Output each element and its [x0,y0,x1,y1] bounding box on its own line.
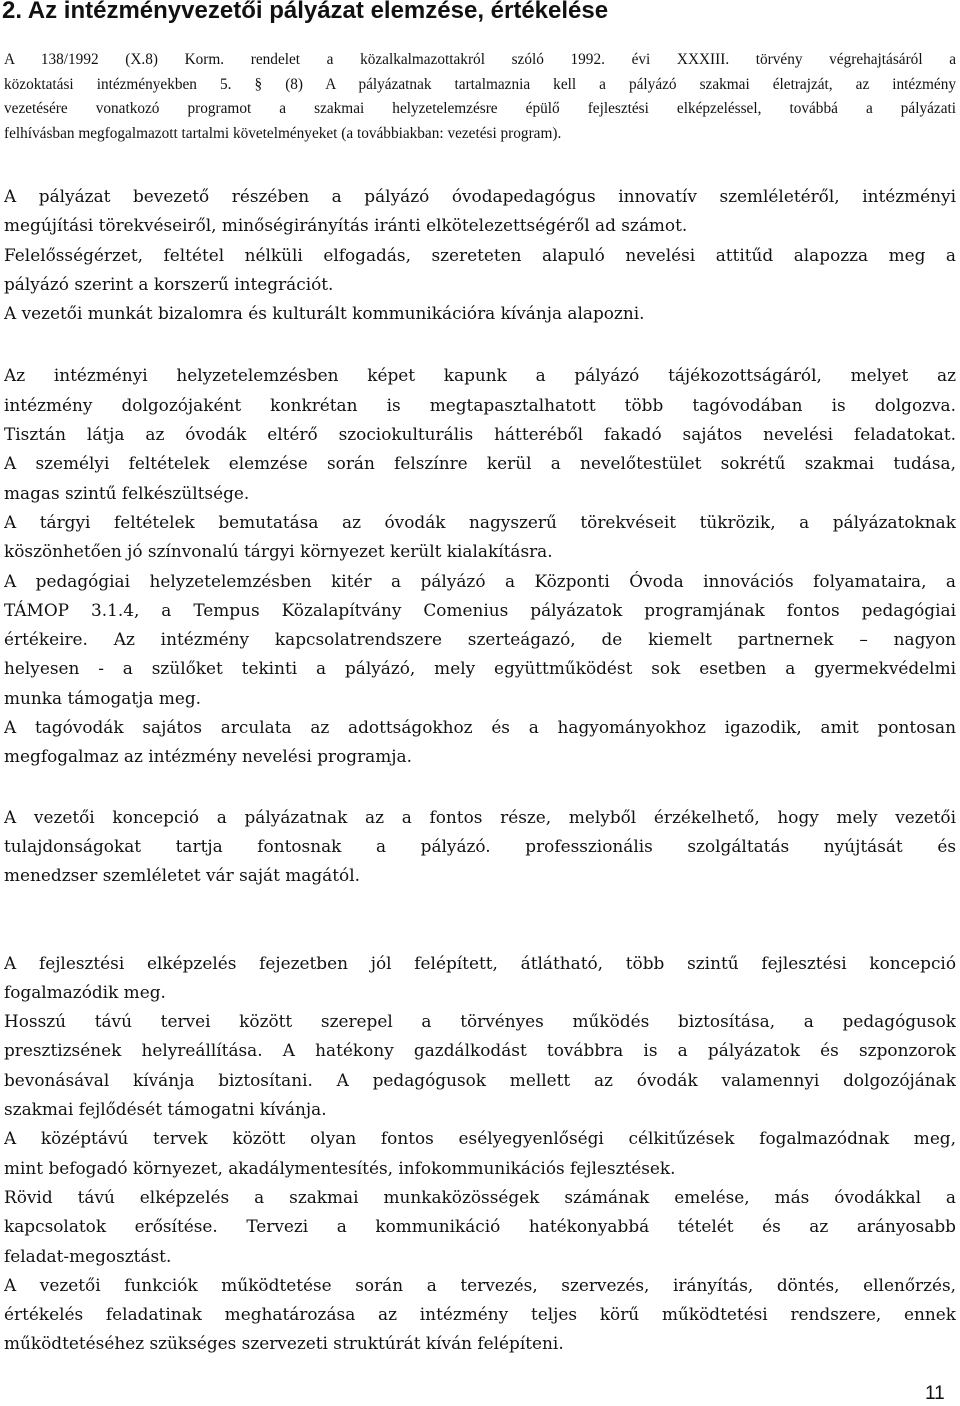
text-line: pályázó szerint a korszerű integrációt. [4,273,334,294]
text-line: feladat-megosztást. [4,1245,172,1266]
intro-paragraph [4,48,956,146]
text-line: intézmény dolgozójaként konkrétan is megtapasztalhatott több tagóvodában is dolgozva. [4,394,956,415]
text-line: A középtávú tervek között olyan fontos esélyegyenlőségi célkitűzések fogalmazódnak meg, [4,1128,956,1149]
text-line: A pedagógiai helyzetelemzésben kitér a pályázó a Központi Óvoda innovációs folyamataira, a [4,570,956,591]
text-line: A személyi feltételek elemzése során felszínre kerül a nevelőtestület sokrétű szakmai tudása, [4,453,956,474]
section-heading: 2. Az intézményvezetői pályázat elemzése, értékelése [2,0,609,24]
text-line: működtetéséhez szükséges szervezeti struktúrát kíván felépíteni. [4,1333,564,1354]
text-line: Hosszú távú tervei között szerepel a törvényes működés biztosítása, a pedagógusok [4,1011,956,1032]
page-number: 11 [925,1383,945,1404]
paragraph-introduction-summary [4,182,956,328]
text-line: A tárgyi feltételek bemutatása az óvodák nagyszerű törekvéseit tükrözik, a pályázatoknak [4,511,956,532]
text-line: A fejlesztési elképzelés fejezetben jól felépített, átlátható, több szintű fejlesztési koncepció [4,952,956,973]
intro-line: közoktatási intézményekben 5. § (8) A pályázatnak tartalmaznia kell a pályázó szakmai életrajzát, az intézmény [4,75,956,93]
paragraph-situation-analysis [4,361,956,771]
text-line: presztizsének helyreállítása. A hatékony gazdálkodást továbbra is a pályázatok és szponzorok [4,1040,956,1061]
text-line: szakmai fejlődését támogatni kívánja. [4,1099,327,1120]
text-line: Felelősségérzet, feltétel nélküli elfogadás, szereteten alapuló nevelési attitűd alapozza meg a [4,244,956,265]
text-line: megújítási törekvéseiről, minőségirányítás iránti elkötelezettségéről ad számot. [4,215,688,236]
intro-line: vezetésére vonatkozó programot a szakmai helyzetelemzésre épülő fejlesztési elképzeléssel, továbbá a pályázati [4,100,956,117]
text-line: magas szintű felkészültsége. [4,482,250,503]
text-line: mint befogadó környezet, akadálymentesítés, infokommunikációs fejlesztések. [4,1157,676,1178]
text-line: tulajdonságokat tartja fontosnak a pályázó. professzionális szolgáltatás nyújtását és [4,835,956,856]
text-line: kapcsolatok erősítése. Tervezi a kommunikáció hatékonyabbá tételét és az arányosabb [4,1216,956,1237]
text-line: köszönhetően jó színvonalú tárgyi környezet került kialakításra. [4,541,553,562]
text-line: helyesen - a szülőket tekinti a pályázó, mely együttműködést sok esetben a gyermekvédelmi [4,658,956,679]
text-line: Tisztán látja az óvodák eltérő szociokulturális hátteréből fakadó sajátos nevelési feladatokat. [4,424,956,445]
text-line: értékeire. Az intézmény kapcsolatrendszere szerteágazó, de kiemelt partnernek – nagyon [4,629,956,650]
paragraph-leadership-concept [4,803,956,891]
text-line: értékelés feladatinak meghatározása az intézmény teljes körű működtetési rendszere, ennek [4,1304,956,1325]
text-line: menedzser szemléletet vár saját magától. [4,865,360,886]
text-line: TÁMOP 3.1.4, a Tempus Közalapítvány Comenius pályázatok programjának fontos pedagógiai [4,599,956,620]
text-line: Az intézményi helyzetelemzésben képet kapunk a pályázó tájékozottságáról, melyet az [4,365,956,386]
paragraph-gap [4,328,956,361]
text-line: A vezetői munkát bizalomra és kulturált kommunikációra kívánja alapozni. [4,303,645,324]
text-line: fogalmazódik meg. [4,981,166,1002]
text-line: bevonásával kívánja biztosítani. A pedagógusok mellett az óvodák valamennyi dolgozójának [4,1069,956,1090]
text-line: A tagóvodák sajátos arculata az adottságokhoz és a hagyományokhoz igazodik, amit pontosan [4,717,956,738]
text-line: A pályázat bevezető részében a pályázó óvodapedagógus innovatív szemléletéről, intézményi [4,186,956,206]
text-line: megfogalmaz az intézmény nevelési programja. [4,746,412,767]
text-line: A vezetői funkciók működtetése során a tervezés, szervezés, irányítás, döntés, ellenőrzés, [4,1274,956,1295]
paragraph-development-plans [4,949,956,1359]
text-line: Rövid távú elképzelés a szakmai munkaközösségek számának emelése, más óvodákkal a [4,1186,956,1207]
intro-line: A 138/1992 (X.8) Korm. rendelet a közalkalmazottakról szóló 1992. évi XXXIII. törvény végrehajtásáról a [4,51,956,68]
body-text [4,182,956,1359]
text-line: munka támogatja meg. [4,687,202,708]
paragraph-gap [4,891,956,949]
paragraph-gap [4,772,956,803]
text-line: A vezetői koncepció a pályázatnak az a fontos része, melyből érzékelhető, hogy mely vezetői [4,806,956,827]
intro-line: felhívásban megfogalmazott tartalmi követelményeket (a továbbiakban: vezetési program). [4,124,562,142]
